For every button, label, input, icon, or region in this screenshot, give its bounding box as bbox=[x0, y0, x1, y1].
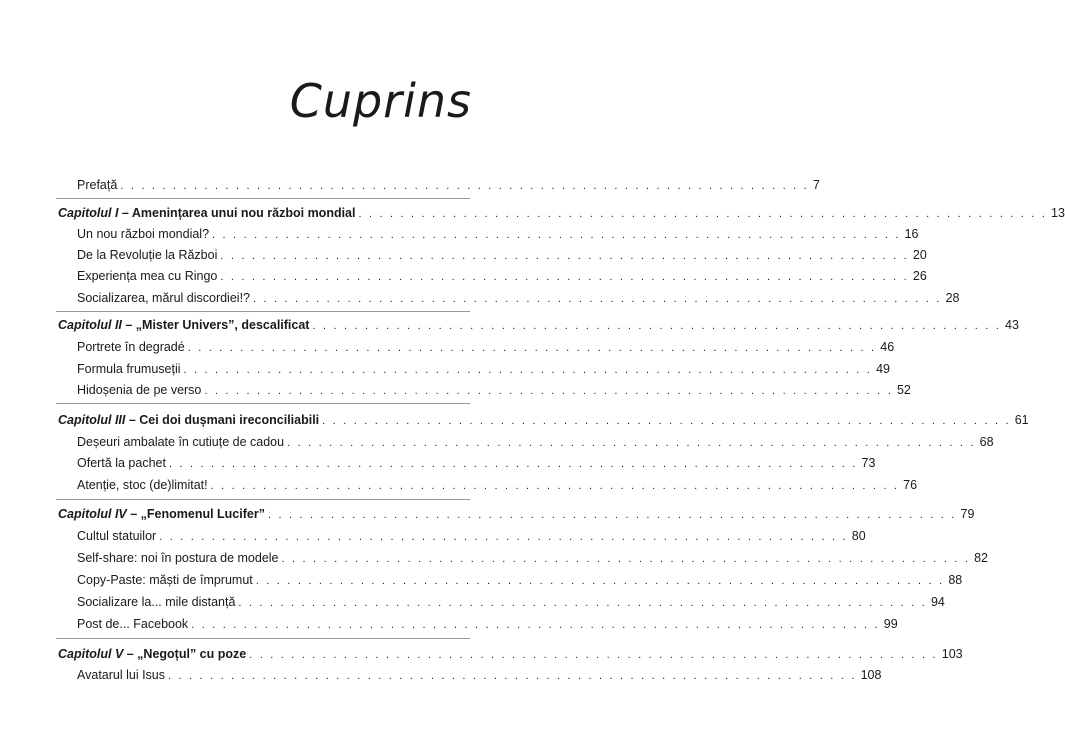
toc-section-entry[interactable] bbox=[77, 339, 895, 356]
dot-leader: . . . . . . . . . . . . . . . . . . . . . . . . . . . . . . . . . . . . . . . . . . . . . . . . . . . . . . . . . . . . . . . . . . bbox=[210, 480, 900, 492]
dot-leader: . . . . . . . . . . . . . . . . . . . . . . . . . . . . . . . . . . . . . . . . . . . . . . . . . . . . . . . . . . . . . . . . . . bbox=[220, 271, 909, 283]
entry-title-text: Prefață bbox=[77, 178, 118, 192]
entry-title-text: Copy-Paste: măști de împrumut bbox=[77, 573, 253, 587]
chapter-divider bbox=[56, 311, 470, 312]
chapter-label: Capitolul III bbox=[58, 413, 126, 427]
toc-section-entry[interactable] bbox=[77, 667, 882, 684]
toc-entry-title bbox=[77, 382, 204, 398]
toc-entry-title bbox=[77, 247, 220, 263]
entry-title-text: Self-share: noi în postura de modele bbox=[77, 551, 279, 565]
page-number: 88 bbox=[948, 573, 963, 587]
toc-entry-title bbox=[77, 177, 120, 193]
chapter-label: Capitolul II bbox=[58, 318, 122, 332]
dot-leader: . . . . . . . . . . . . . . . . . . . . . . . . . . . . . . . . . . . . . . . . . . . . . . . . . . . . . . . . . . . . . . . . . . bbox=[159, 531, 848, 543]
dot-leader: . . . . . . . . . . . . . . . . . . . . . . . . . . . . . . . . . . . . . . . . . . . . . . . . . . . . . . . . . . . . . . . . . . bbox=[212, 229, 901, 241]
page-number: 28 bbox=[945, 291, 960, 305]
dot-leader: . . . . . . . . . . . . . . . . . . . . . . . . . . . . . . . . . . . . . . . . . . . . . . . . . . . . . . . . . . . . . . . . . . bbox=[322, 415, 1011, 427]
dot-leader: . . . . . . . . . . . . . . . . . . . . . . . . . . . . . . . . . . . . . . . . . . . . . . . . . . . . . . . . . . . . . . . . . . bbox=[168, 458, 858, 470]
chapter-divider bbox=[56, 403, 470, 404]
entry-title-text: Ofertă la pachet bbox=[77, 456, 166, 470]
chapter-label: Capitolul V bbox=[58, 647, 124, 661]
page-number: 80 bbox=[851, 529, 866, 543]
toc-section-entry[interactable] bbox=[77, 594, 945, 611]
toc-section-entry[interactable] bbox=[77, 268, 927, 285]
dot-leader: . . . . . . . . . . . . . . . . . . . . . . . . . . . . . . . . . . . . . . . . . . . . . . . . . . . . . . . . . . . . . . . . . . bbox=[238, 597, 927, 609]
page-number: 43 bbox=[1005, 318, 1019, 332]
toc-chapter-entry[interactable] bbox=[58, 506, 975, 523]
chapter-label: Capitolul IV bbox=[58, 507, 127, 521]
toc-section-entry[interactable] bbox=[77, 434, 994, 451]
toc-entry-title bbox=[77, 339, 188, 355]
entry-title-text: – Amenințarea unui nou război mondial bbox=[118, 206, 356, 220]
toc-chapter-entry[interactable] bbox=[58, 317, 1019, 334]
dot-leader: . . . . . . . . . . . . . . . . . . . . . . . . . . . . . . . . . . . . . . . . . . . . . . . . . . . . . . . . . . . . . . . . . . bbox=[287, 437, 976, 449]
dot-leader: . . . . . . . . . . . . . . . . . . . . . . . . . . . . . . . . . . . . . . . . . . . . . . . . . . . . . . . . . . . . . . . . . . bbox=[312, 320, 1002, 332]
toc-section-entry[interactable] bbox=[77, 477, 918, 494]
toc-entry-title bbox=[77, 594, 238, 610]
toc-entry-title bbox=[77, 361, 184, 377]
dot-leader: . . . . . . . . . . . . . . . . . . . . . . . . . . . . . . . . . . . . . . . . . . . . . . . . . . . . . . . . . . . . . . . . . . bbox=[358, 208, 1048, 220]
entry-title-text: – Cei doi dușmani ireconciliabili bbox=[125, 413, 320, 427]
toc-section-entry[interactable] bbox=[77, 226, 919, 243]
dot-leader: . . . . . . . . . . . . . . . . . . . . . . . . . . . . . . . . . . . . . . . . . . . . . . . . . . . . . . . . . . . . . . . . . . bbox=[281, 553, 971, 565]
page-number: 16 bbox=[904, 227, 919, 241]
dot-leader: . . . . . . . . . . . . . . . . . . . . . . . . . . . . . . . . . . . . . . . . . . . . . . . . . . . . . . . . . . . . . . . . . . bbox=[183, 364, 873, 376]
toc-section-entry[interactable] bbox=[77, 177, 820, 194]
page-number: 26 bbox=[912, 269, 927, 283]
chapter-divider bbox=[56, 638, 470, 639]
toc-section-entry[interactable] bbox=[77, 572, 963, 589]
toc-section-entry[interactable] bbox=[77, 616, 898, 633]
page-number: 76 bbox=[903, 478, 918, 492]
entry-title-text: Deșeuri ambalate în cutiuțe de cadou bbox=[77, 435, 285, 449]
chapter-label: Capitolul I bbox=[58, 206, 119, 220]
toc-entry-title bbox=[58, 646, 249, 662]
toc-section-entry[interactable] bbox=[77, 290, 960, 307]
page-number: 68 bbox=[979, 435, 994, 449]
page-number: 99 bbox=[883, 617, 898, 631]
toc-entry-title bbox=[58, 317, 312, 333]
dot-leader: . . . . . . . . . . . . . . . . . . . . . . . . . . . . . . . . . . . . . . . . . . . . . . . . . . . . . . . . . . . . . . . . . . bbox=[187, 342, 877, 354]
toc-entry-title bbox=[77, 455, 169, 471]
page-number: 94 bbox=[930, 595, 945, 609]
toc-entry-title bbox=[77, 477, 211, 493]
entry-title-text: – „Fenomenul Lucifer” bbox=[126, 507, 265, 521]
dot-leader: . . . . . . . . . . . . . . . . . . . . . . . . . . . . . . . . . . . . . . . . . . . . . . . . . . . . . . . . . . . . . . . . . . bbox=[249, 649, 938, 661]
entry-title-text: Atenție, stoc (de)limitat! bbox=[77, 478, 208, 492]
entry-title-text: De la Revoluție la Război bbox=[77, 248, 218, 262]
chapter-divider bbox=[56, 198, 470, 199]
toc-entry-title bbox=[58, 506, 268, 522]
page-title: Cuprins bbox=[289, 74, 472, 128]
toc-section-entry[interactable] bbox=[77, 382, 911, 399]
entry-title-text: Cultul statuilor bbox=[77, 529, 157, 543]
dot-leader: . . . . . . . . . . . . . . . . . . . . . . . . . . . . . . . . . . . . . . . . . . . . . . . . . . . . . . . . . . . . . . . . . . bbox=[253, 293, 942, 305]
toc-section-entry[interactable] bbox=[77, 361, 890, 378]
entry-title-text: – „Negoțul” cu poze bbox=[123, 647, 247, 661]
page-number: 13 bbox=[1051, 206, 1065, 220]
page-number: 73 bbox=[861, 456, 876, 470]
toc-entry-title bbox=[77, 528, 159, 544]
toc-entry-title bbox=[77, 290, 253, 306]
entry-title-text: Socializarea, mărul discordiei!? bbox=[77, 291, 250, 305]
entry-title-text: Un nou război mondial? bbox=[77, 227, 210, 241]
toc-chapter-entry[interactable] bbox=[58, 412, 1029, 429]
entry-title-text: Post de... Facebook bbox=[77, 617, 189, 631]
entry-title-text: Formula frumuseții bbox=[77, 362, 181, 376]
toc-entry-title bbox=[77, 572, 256, 588]
toc-chapter-entry[interactable] bbox=[58, 205, 1065, 222]
toc-entry-title bbox=[77, 550, 282, 566]
toc-chapter-entry[interactable] bbox=[58, 646, 963, 663]
dot-leader: . . . . . . . . . . . . . . . . . . . . . . . . . . . . . . . . . . . . . . . . . . . . . . . . . . . . . . . . . . . . . . . . . . bbox=[168, 670, 857, 682]
toc-entry-title bbox=[77, 434, 287, 450]
page-number: 46 bbox=[880, 340, 895, 354]
page-number: 108 bbox=[860, 668, 882, 682]
toc-section-entry[interactable] bbox=[77, 455, 876, 472]
toc-section-entry[interactable] bbox=[77, 550, 988, 567]
dot-leader: . . . . . . . . . . . . . . . . . . . . . . . . . . . . . . . . . . . . . . . . . . . . . . . . . . . . . . . . . . . . . . . . . . bbox=[220, 250, 909, 262]
toc-entry-title bbox=[58, 205, 358, 221]
dot-leader: . . . . . . . . . . . . . . . . . . . . . . . . . . . . . . . . . . . . . . . . . . . . . . . . . . . . . . . . . . . . . . . . . . bbox=[204, 385, 893, 397]
dot-leader: . . . . . . . . . . . . . . . . . . . . . . . . . . . . . . . . . . . . . . . . . . . . . . . . . . . . . . . . . . . . . . . . . . bbox=[255, 575, 945, 587]
toc-entry-title bbox=[77, 616, 191, 632]
entry-title-text: Avatarul lui Isus bbox=[77, 668, 166, 682]
page-number: 52 bbox=[896, 383, 911, 397]
dot-leader: . . . . . . . . . . . . . . . . . . . . . . . . . . . . . . . . . . . . . . . . . . . . . . . . . . . . . . . . . . . . . . . . . . bbox=[120, 180, 809, 192]
toc-entry-title bbox=[77, 226, 212, 242]
toc-entry-title bbox=[58, 412, 322, 428]
page-number: 82 bbox=[974, 551, 988, 565]
entry-title-text: Hidoșenia de pe verso bbox=[77, 383, 202, 397]
toc-section-entry[interactable] bbox=[77, 528, 866, 545]
entry-title-text: Experiența mea cu Ringo bbox=[77, 269, 218, 283]
entry-title-text: Portrete în degradé bbox=[77, 340, 185, 354]
page-number: 79 bbox=[960, 507, 975, 521]
page-number: 103 bbox=[941, 647, 963, 661]
toc-section-entry[interactable] bbox=[77, 247, 927, 264]
page-number: 61 bbox=[1014, 413, 1029, 427]
entry-title-text: Socializare la... mile distanță bbox=[77, 595, 236, 609]
page-number: 7 bbox=[812, 178, 820, 192]
page-number: 49 bbox=[876, 362, 890, 376]
dot-leader: . . . . . . . . . . . . . . . . . . . . . . . . . . . . . . . . . . . . . . . . . . . . . . . . . . . . . . . . . . . . . . . . . . bbox=[267, 509, 957, 521]
toc-entry-title bbox=[77, 667, 168, 683]
dot-leader: . . . . . . . . . . . . . . . . . . . . . . . . . . . . . . . . . . . . . . . . . . . . . . . . . . . . . . . . . . . . . . . . . . bbox=[191, 619, 880, 631]
entry-title-text: – „Mister Univers”, descalificat bbox=[121, 318, 310, 332]
toc-entry-title bbox=[77, 268, 220, 284]
chapter-divider bbox=[56, 499, 470, 500]
page-number: 20 bbox=[912, 248, 927, 262]
